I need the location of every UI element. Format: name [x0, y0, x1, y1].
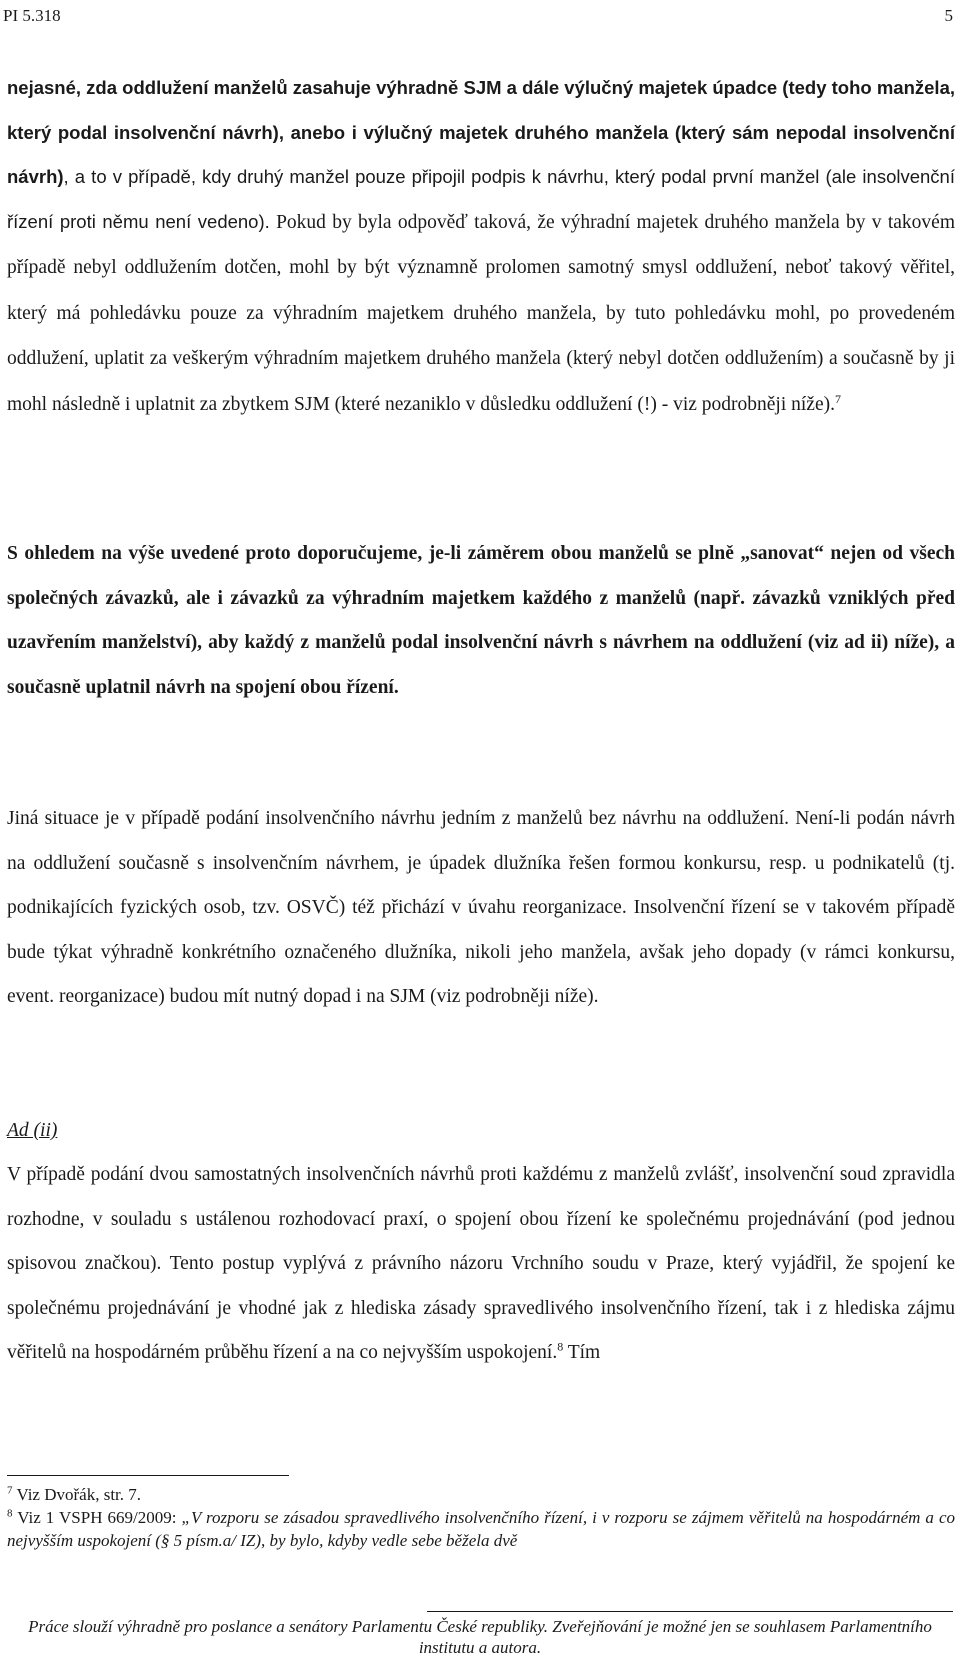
- paragraph-recommendation: S ohledem na výše uvedené proto doporučujeme, je-li záměrem obou manželů se plně „sanovat“ nejen od všech společných závazků, ale i závazků za výhradním majetkem každého z manželů (např. závazků vzniklých před uzavřením manželství), aby každý z manželů podal insolvenční návrh s návrhem na oddlužení (viz ad ii) níže), a současně uplatnil návrh na spojení obou řízení.: [7, 543, 955, 698]
- paragraph-1-text-a: , a to v případě, kdy druhý manžel pouze připojil podpis k návrhu, který podal první manžel (ale insolvenční řízení proti němu není vedeno).: [7, 166, 955, 232]
- footnote-ref-7[interactable]: 7: [834, 391, 841, 406]
- paragraph-4-text: V případě podání dvou samostatných insolvenčních návrhů proti každému z manželů zvlášť, insolvenční soud zpravidla rozhodne, v souladu s ustálenou rozhodovací praxí, o spojení obou řízení ke společnému projednávání (pod jednou spisovou značkou). Tento postup vyplývá z právního názoru Vrchního soudu v Praze, který vyjádřil, že spojení ke společnému projednávání je vhodné jak z hlediska zásady spravedlivého insolvenčního řízení, tak i z hlediska zájmu věřitelů na hospodárném průběhu řízení a na co nejvyšším uspokojení.: [7, 1164, 955, 1363]
- footer-separator: [427, 1611, 953, 1612]
- paragraph-1-text-b: Pokud by byla odpověď taková, že výhradní majetek druhého manžela by v takovém případě nebyl oddlužením dotčen, mohl by být významně prolomen samotný smysl oddlužení, neboť takový věřitel, který má pohledávku pouze za výhradním majetkem druhého manžela, by tuto pohledávku mohl, po provedeném oddlužení, uplatit za veškerým výhradním majetkem druhého manžela (který nebyl dotčen oddlužením) a současně by ji mohl následně i uplatnit za zbytkem SJM (které nezaniklo v důsledku oddlužení (!) - viz podrobněji níže).: [7, 211, 955, 415]
- paragraph-4-tail: Tím: [563, 1342, 601, 1363]
- footnote-separator: [7, 1475, 289, 1476]
- page-number: 5: [944, 6, 953, 25]
- footnote-8: [7, 1506, 955, 1552]
- footnote-8-number: 8: [7, 1507, 13, 1520]
- document-id: PI 5.318: [3, 6, 61, 25]
- section-heading: Ad (ii): [7, 1120, 58, 1141]
- footnote-7-number: 7: [7, 1484, 13, 1497]
- page-header: [0, 6, 960, 30]
- footnote-7: [7, 1483, 955, 1506]
- footnote-8-lead: Viz 1 VSPH 669/2009:: [12, 1508, 182, 1527]
- footnote-7-text: Viz Dvořák, str. 7.: [12, 1485, 142, 1504]
- footnote-ref-8[interactable]: 8: [557, 1339, 564, 1354]
- page-footer: Práce slouží výhradně pro poslance a senátory Parlamentu České republiky. Zveřejňování je možné jen se souhlasem Parlamentního institutu a autora.: [28, 1617, 932, 1657]
- paragraph-1-bold: nejasné, zda oddlužení manželů zasahuje výhradně SJM a dále výlučný majetek úpadce (tedy toho manžela, který podal insolvenční návrh), anebo i výlučný majetek druhého manžela (který sám nepodal insolvenční návrh): [7, 77, 955, 187]
- footnotes: [7, 1483, 955, 1552]
- paragraph-4: [7, 1153, 955, 1376]
- paragraph-1: [7, 66, 955, 427]
- paragraph-3: Jiná situace je v případě podání insolvenčního návrhu jedním z manželů bez návrhu na oddlužení. Není-li podán návrh na oddlužení současně s insolvenčním návrhem, je úpadek dlužníka řešen formou konkursu, resp. u podnikatelů (tj. podnikajících fyzických osob, tzv. OSVČ) též přichází v úvahu reorganizace. Insolvenční řízení se v takovém případě bude týkat výhradně konkrétního označeného dlužníka, nikoli jeho manžela, avšak jeho dopady (v rámci konkursu, event. reorganizace) budou mít nutný dopad i na SJM (viz podrobněji níže).: [7, 808, 955, 1007]
- footnote-8-quote: „V rozporu se zásadou spravedlivého insolvenčního řízení, i v rozporu se zájmem věřitelů na hospodárném a co nejvyšším uspokojení (§ 5 písm.a/ IZ), by bylo, kdyby vedle sebe běžela dvě: [7, 1508, 955, 1550]
